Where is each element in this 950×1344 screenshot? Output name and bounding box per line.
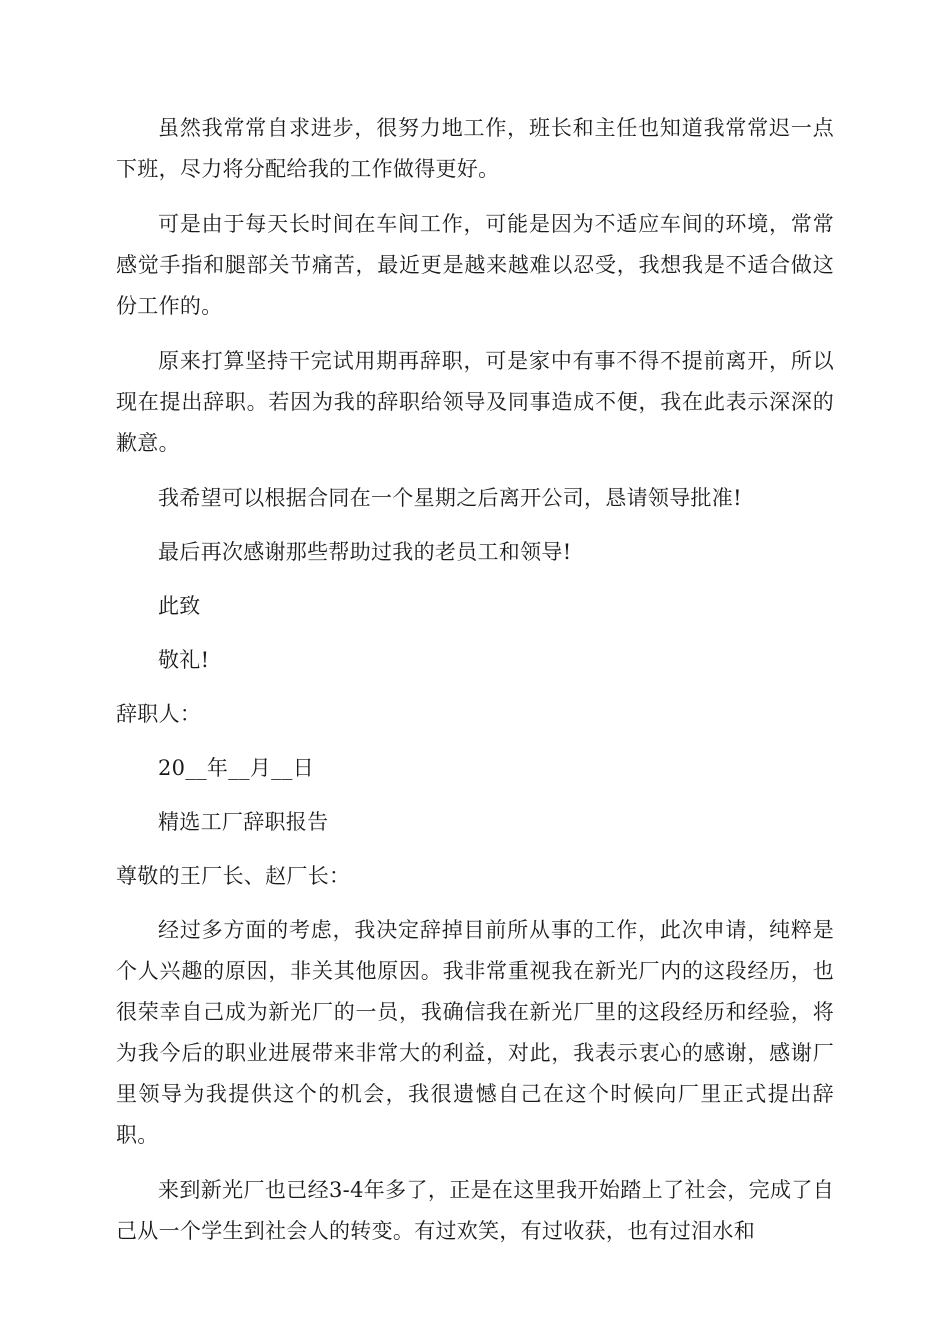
paragraph-effort: 虽然我常常自求进步，很努力地工作，班长和主任也知道我常常迟一点下班，尽力将分配给我的工作做得更好。 [116, 116, 834, 181]
paragraph-experience: 来到新光厂也已经3-4年多了，正是在这里我开始踏上了社会，完成了自己从一个学生到社会人的转变。有过欢笑，有过收获，也有过泪水和 [116, 1178, 834, 1243]
paragraph-health-reason: 可是由于每天长时间在车间工作，可能是因为不适应车间的环境，常常感觉手指和腿部关节痛苦，最近更是越来越难以忍受，我想我是不适合做这份工作的。 [116, 212, 834, 318]
closing-regards: 敬礼! [158, 648, 210, 672]
paragraph-thanks: 最后再次感谢那些帮助过我的老员工和领导! [158, 540, 572, 564]
section-title: 精选工厂辞职报告 [158, 810, 329, 834]
letter-greeting: 尊敬的王厂长、赵厂长： [116, 864, 351, 888]
signature-label: 辞职人： [116, 702, 202, 726]
closing-salutation: 此致 [158, 594, 201, 618]
paragraph-request-approval: 我希望可以根据合同在一个星期之后离开公司，恳请领导批准! [158, 486, 742, 510]
date-line: 20__年__月__日 [158, 756, 315, 780]
paragraph-early-leave: 原来打算坚持干完试用期再辞职，可是家中有事不得不提前离开，所以现在提出辞职。若因为我的辞职给领导及同事造成不便，我在此表示深深的歉意。 [116, 349, 834, 455]
document-page [116, 108, 834, 1266]
paragraph-decision: 经过多方面的考虑，我决定辞掉目前所从事的工作，此次申请，纯粹是个人兴趣的原因，非关其他原因。我非常重视我在新光厂内的这段经历，也很荣幸自己成为新光厂的一员，我确信我在新光厂里的这段经历和经验，将为我今后的职业进展带来非常大的利益，对此，我表示衷心的感谢，感谢厂里领导为我提供这个的机会，我很遗憾自己在这个时候向厂里正式提出辞职。 [116, 918, 834, 1147]
